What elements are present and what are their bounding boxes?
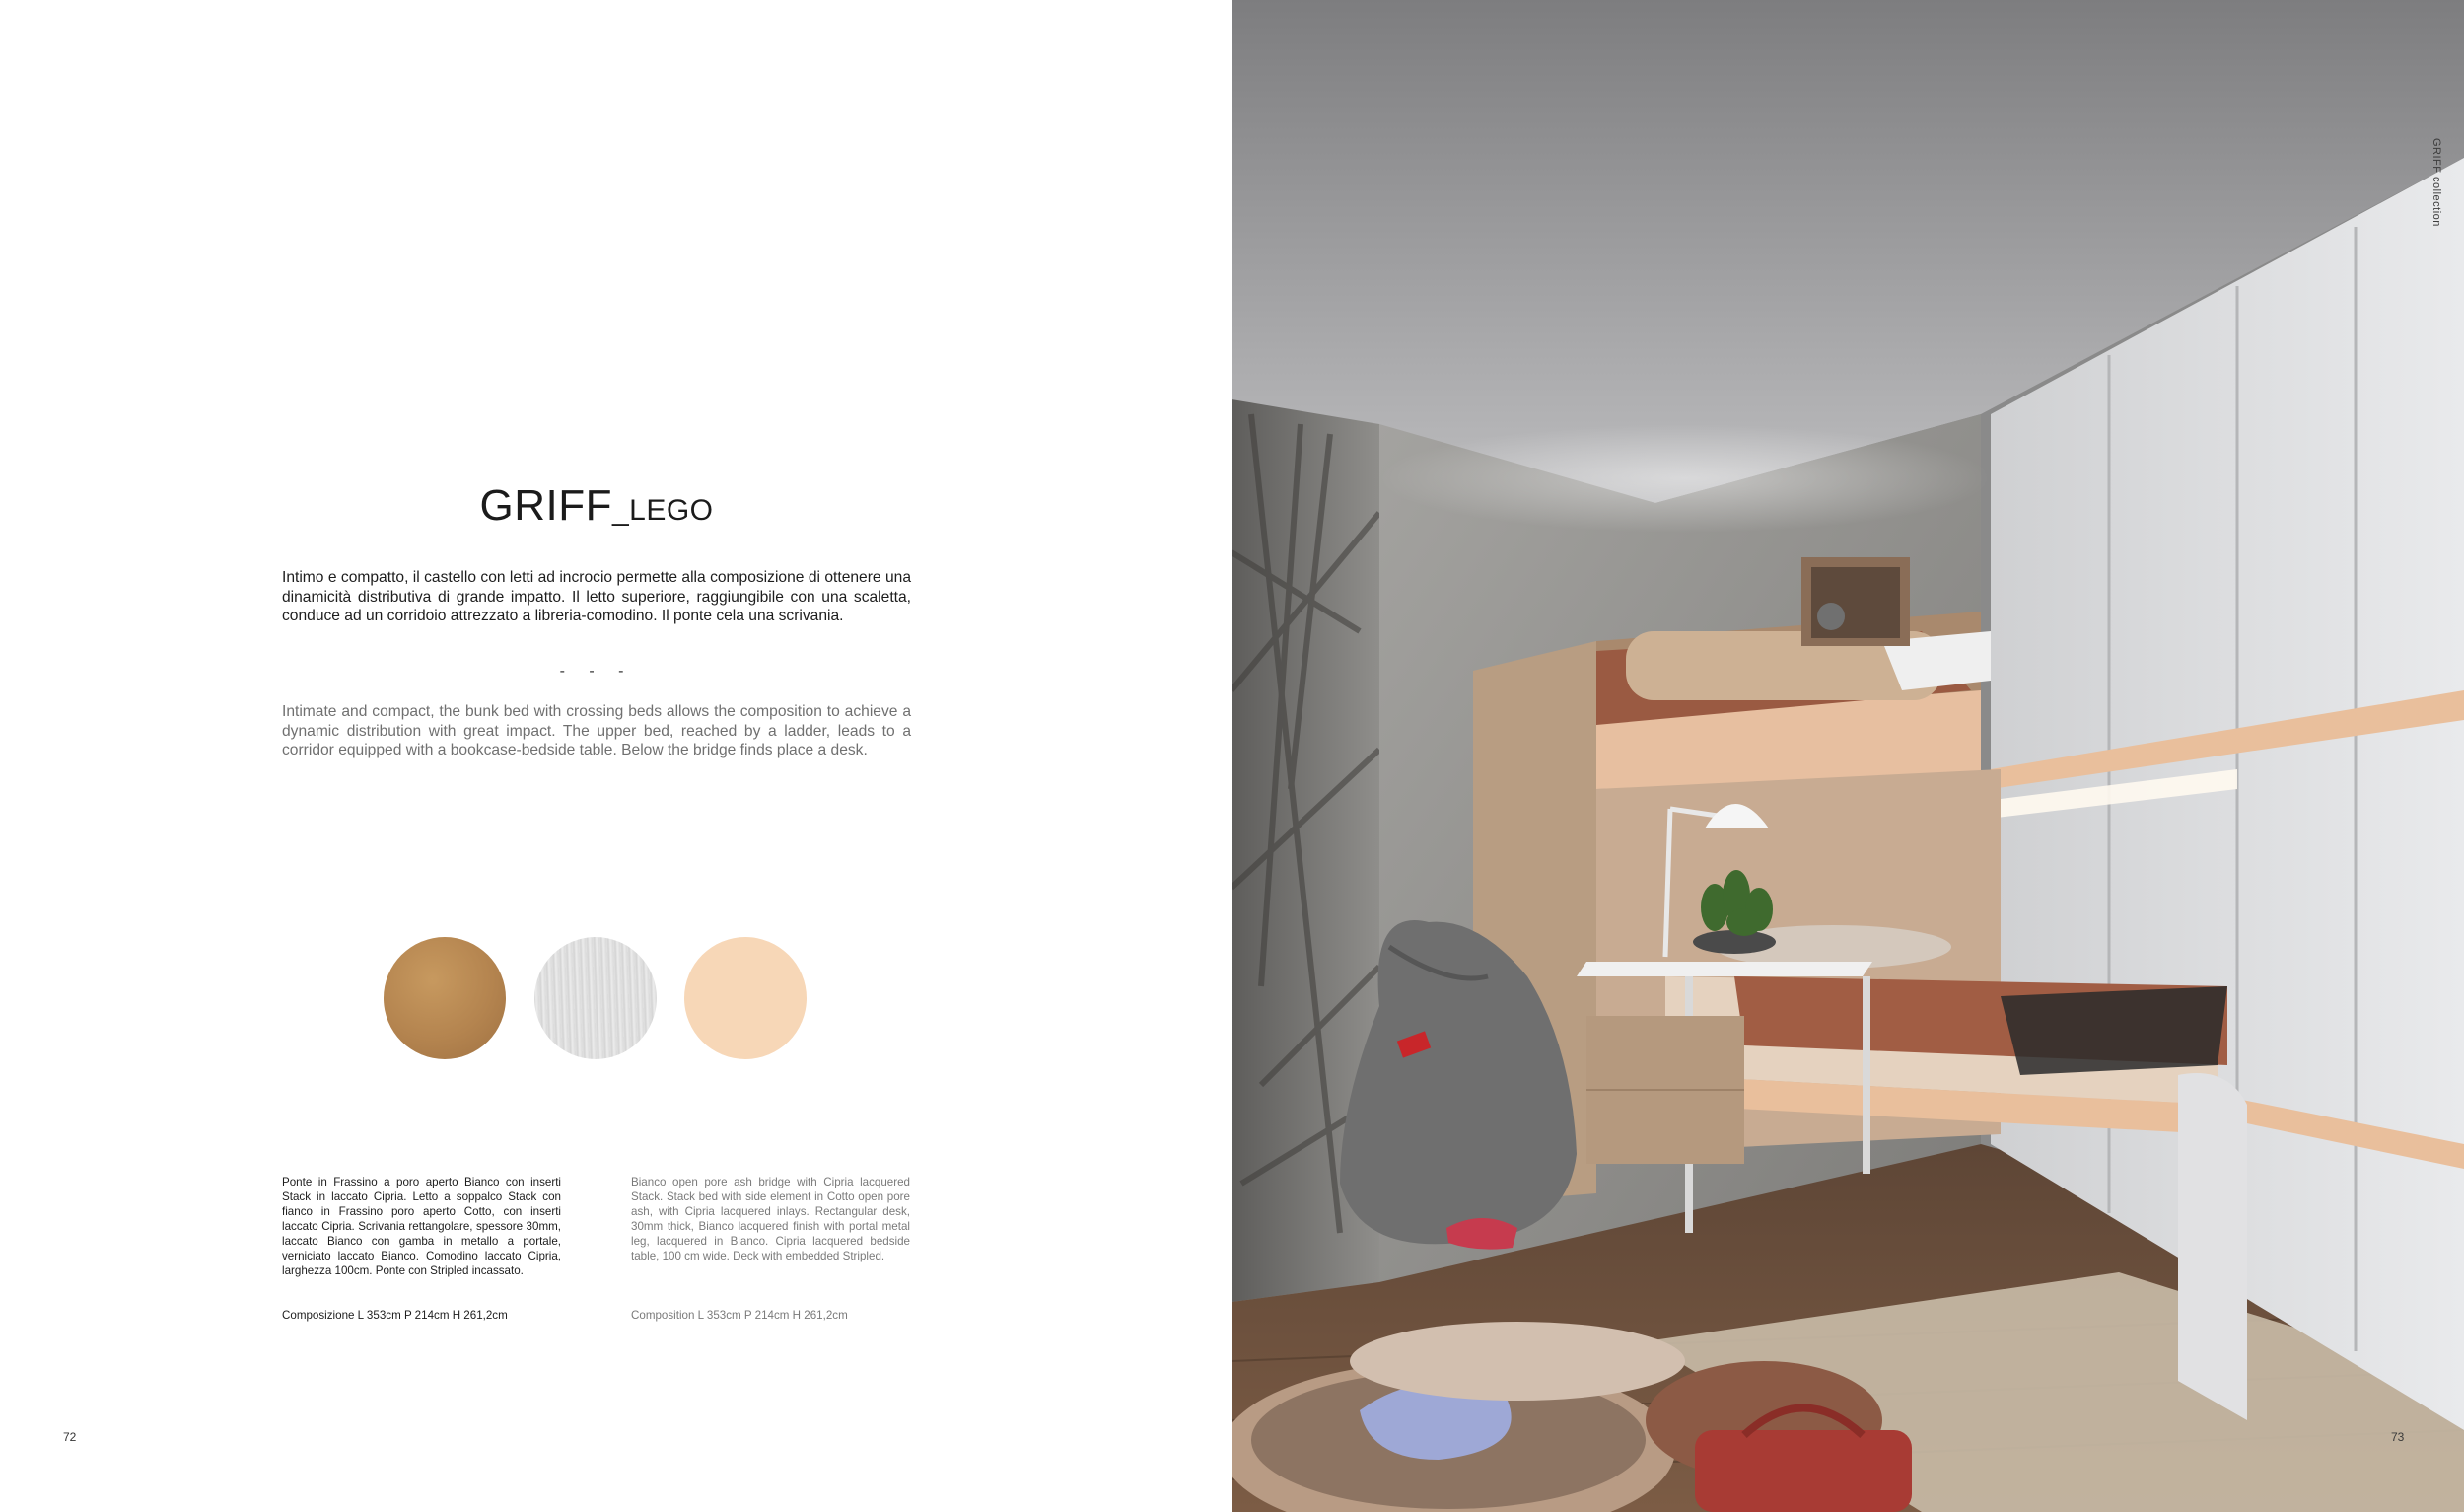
swatch-cipria — [684, 937, 807, 1059]
intro-text-english: Intimate and compact, the bunk bed with crossing beds allows the composition to achieve a dynamic distribution with great impact. The upper bed, reached by a ladder, leads to a corridor equipped with a bookcase-bedside table. Below the bridge finds place a desk. — [282, 703, 911, 758]
page-title — [0, 481, 1193, 531]
collection-label: GRIFF collection — [2430, 138, 2442, 227]
title-main: GRIFF — [479, 481, 612, 530]
separator: - - - — [559, 663, 634, 680]
spec-text-italian: Ponte in Frassino a poro aperto Bianco con inserti Stack in laccato Cipria. Letto a soppalco Stack con fianco in Frassino poro aperto Cotto, con inserti laccato Cipria. Scrivania rettangolare, spessore 30mm, laccato Bianco con gamba in metallo a portale, verniciato laccato Bianco. Comodino laccato Cipria, larghezza 100cm. Ponte con Stripled incassato. — [282, 1176, 561, 1277]
page-number-left: 72 — [63, 1430, 77, 1444]
page-number-right: 73 — [2391, 1430, 2405, 1444]
composition-english: Composition L 353cm P 214cm H 261,2cm — [631, 1309, 848, 1322]
spec-text-english: Bianco open pore ash bridge with Cipria lacquered Stack. Stack bed with side element in Cotto open pore ash, with Cipria lacquered inlays. Rectangular desk, 30mm thick, Bianco lacquered finish with portal metal leg, lacquered in Bianco. Cipria lacquered bedside table, 100 cm wide. Deck with embedded Stripled. — [631, 1176, 910, 1262]
composition-italian: Composizione L 353cm P 214cm H 261,2cm — [282, 1309, 508, 1322]
swatch-bianco-ash — [534, 937, 657, 1059]
intro-text-italian: Intimo e compatto, il castello con letti ad incrocio permette alla composizione di ottenere una dinamicità distributiva di grande impatto. Il letto superiore, raggiungibile con una scaletta, conduce ad un corridoio attrezzato a libreria-comodino. Il ponte cela una scrivania. — [282, 569, 911, 624]
finish-swatches — [384, 937, 808, 1059]
title-sub: _LEGO — [611, 494, 714, 527]
bedroom-illustration — [1232, 0, 2464, 1512]
swatch-oak-ash — [384, 937, 506, 1059]
bedroom-photo — [1232, 0, 2464, 1512]
